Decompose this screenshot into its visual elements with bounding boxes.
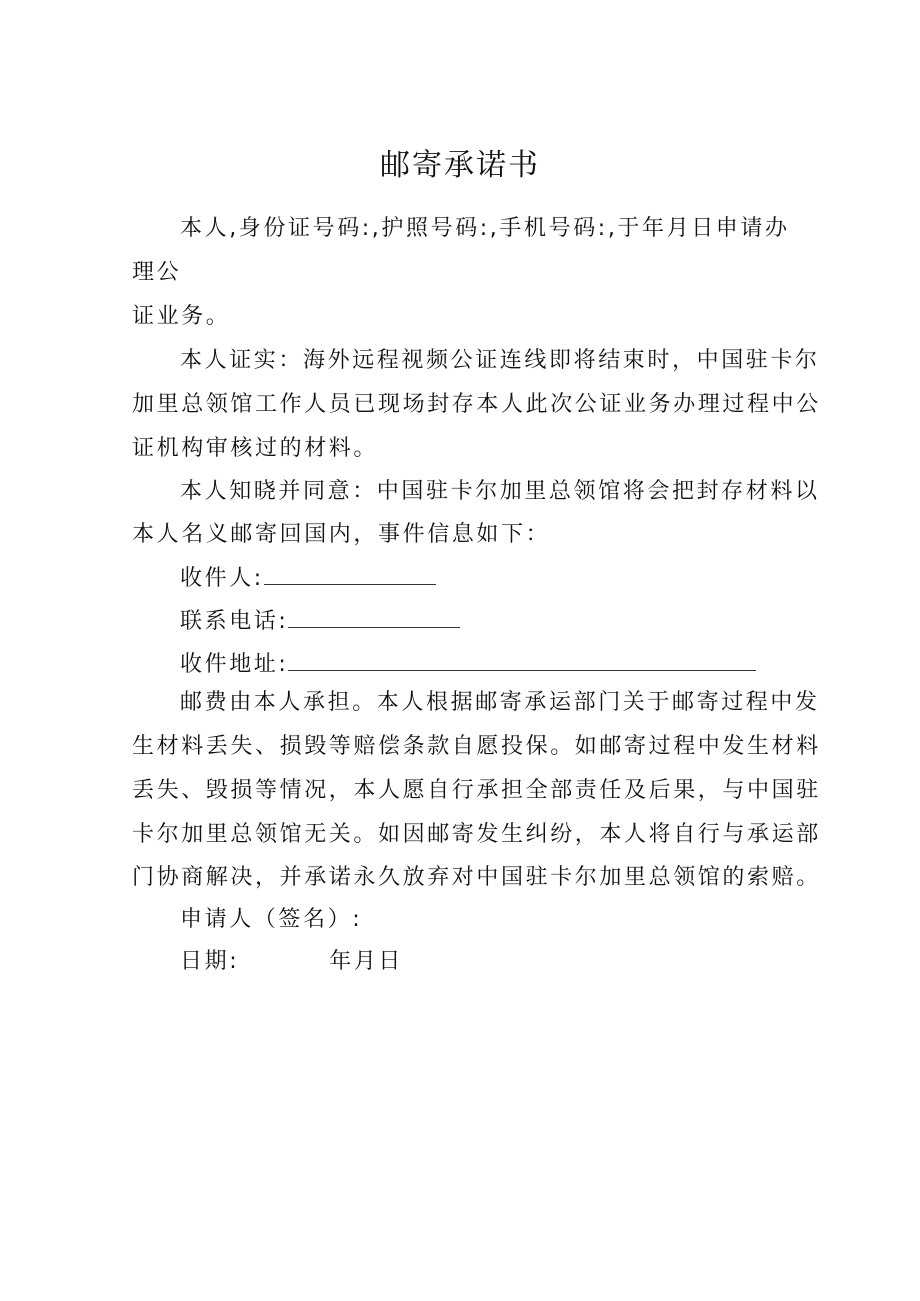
document-title: 邮寄承诺书	[380, 148, 540, 183]
date-label: 日期:	[180, 949, 240, 974]
confirm-line-3: 证机构审核过的材料。	[132, 436, 379, 461]
postage-line-1: 邮费由本人承担。本人根据邮寄承运部门关于邮寄过程中发	[180, 690, 820, 715]
applicant-signature: 申请人（签名）:	[180, 907, 363, 932]
postage-line-4: 卡尔加里总领馆无关。如因邮寄发生纠纷，本人将自行与承运部	[132, 822, 821, 847]
recipient-label: 收件人:	[180, 566, 264, 591]
postage-line-2: 生材料丢失、损毁等赔偿条款自愿投保。如邮寄过程中发生材料	[132, 734, 821, 759]
intro-line-3: 证业务。	[132, 304, 231, 329]
date-line	[180, 947, 403, 977]
phone-field	[180, 605, 460, 637]
recipient-field	[180, 562, 436, 594]
address-label: 收件地址:	[180, 652, 289, 677]
postage-line-5: 门协商解决，并承诺永久放弃对中国驻卡尔加里总领馆的索赔。	[132, 865, 821, 890]
phone-label: 联系电话:	[180, 609, 289, 634]
intro-line-1: 本人,身份证号码:,护照号码:,手机号码:,于年月日申请办	[180, 216, 790, 241]
phone-blank[interactable]	[288, 605, 460, 628]
date-value: 年月日	[329, 949, 404, 974]
agree-line-1: 本人知晓并同意：中国驻卡尔加里总领馆将会把封存材料以	[180, 479, 820, 504]
intro-line-2: 理公	[132, 260, 182, 285]
agree-line-2: 本人名义邮寄回国内，事件信息如下：	[132, 522, 551, 547]
address-field	[180, 648, 756, 680]
confirm-line-1: 本人证实：海外远程视频公证连线即将结束时，中国驻卡尔	[180, 348, 820, 373]
address-blank[interactable]	[288, 648, 756, 671]
postage-line-3: 丢失、毁损等情况，本人愿自行承担全部责任及后果，与中国驻	[132, 778, 821, 803]
recipient-blank[interactable]	[264, 562, 436, 585]
confirm-line-2: 加里总领馆工作人员已现场封存本人此次公证业务办理过程中公	[132, 392, 821, 417]
